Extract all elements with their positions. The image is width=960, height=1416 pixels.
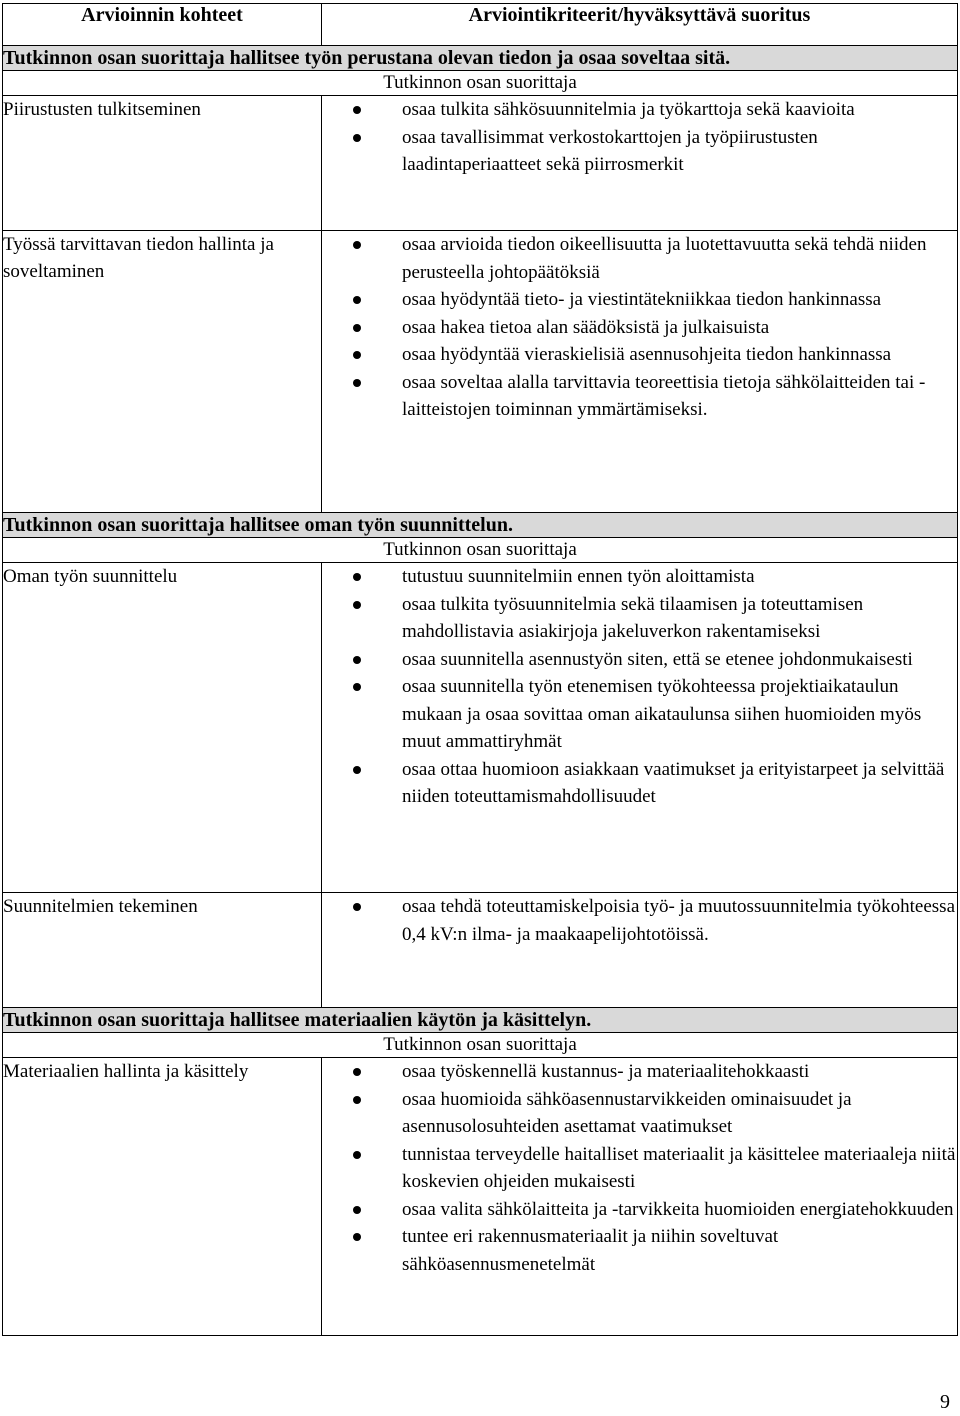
bullet-icon: [353, 1096, 361, 1104]
section-row: [3, 513, 958, 538]
criterion-text: tuntee eri rakennusmateriaalit ja niihin soveltuvat sähköasennusmenetelmät: [402, 1226, 779, 1275]
criteria-row: [3, 1058, 958, 1336]
bullet-icon: [353, 1151, 361, 1159]
criterion-item: [322, 1086, 957, 1141]
topic-cell: Materiaalien hallinta ja käsittely: [3, 1058, 322, 1336]
criterion-text: osaa ottaa huomioon asiakkaan vaatimukset ja erityistarpeet ja selvittää niiden toteuttamismahdollisuudet: [402, 758, 945, 807]
criterion-item: [322, 893, 957, 948]
criterion-item: [322, 563, 957, 591]
section-title: Tutkinnon osan suorittaja hallitsee materiaalien käytön ja käsittelyn.: [3, 1008, 958, 1033]
items-cell: [322, 96, 958, 231]
criterion-text: osaa tulkita sähkösuunnitelmia ja työkarttoja sekä kaavioita: [402, 99, 855, 120]
criterion-item: [322, 341, 957, 369]
items-cell: [322, 231, 958, 513]
criterion-text: osaa huomioida sähköasennustarvikkeiden ominaisuudet ja asennusolosuhteiden asettamat vaatimukset: [402, 1088, 852, 1137]
bullet-icon: [353, 656, 361, 664]
bullet-icon: [353, 106, 361, 114]
criterion-text: osaa tehdä toteuttamiskelpoisia työ- ja muutossuunnitelmia työkohteessa 0,4 kV:n ilma- ja maakaapelijohtotöissä.: [402, 896, 956, 945]
criterion-item: [322, 1058, 957, 1086]
criterion-item: [322, 1196, 957, 1224]
criterion-item: [322, 314, 957, 342]
criterion-item: [322, 286, 957, 314]
bullet-icon: [353, 241, 361, 249]
criterion-item: [322, 1223, 957, 1278]
column-header-criteria: Arviointikriteerit/hyväksyttävä suoritus: [322, 4, 958, 46]
bullet-icon: [353, 1233, 361, 1241]
criterion-text: osaa hyödyntää vieraskielisiä asennusohjeita tiedon hankinnassa: [402, 344, 892, 365]
criterion-text: osaa arvioida tiedon oikeellisuutta ja luotettavuutta sekä tehdä niiden perusteella johtopäätöksiä: [402, 234, 927, 283]
section-row: [3, 1008, 958, 1033]
column-header-targets: Arvioinnin kohteet: [3, 4, 322, 46]
criterion-text: tunnistaa terveydelle haitalliset materiaalit ja käsittelee materiaaleja niitä koskevien ohjeiden mukaisesti: [402, 1143, 956, 1192]
criterion-item: [322, 124, 957, 179]
criteria-table: [2, 3, 958, 1336]
criterion-text: osaa soveltaa alalla tarvittavia teoreettisia tietoja sähkölaitteiden tai -laitteistojen toiminnan ymmärtämiseksi.: [402, 371, 926, 420]
criterion-item: [322, 1141, 957, 1196]
bullet-icon: [353, 1068, 361, 1076]
subheader-row: [3, 538, 958, 563]
criterion-item: [322, 96, 957, 124]
criterion-text: osaa hakea tietoa alan säädöksistä ja julkaisuista: [402, 316, 770, 338]
criterion-text: osaa suunnitella työn etenemisen työkohteessa projektiaikataulun mukaan ja osaa sovittaa oman aikataulunsa siihen huomioiden myös muut ammattiryhmät: [402, 676, 922, 752]
section-row: [3, 46, 958, 71]
header-row: [3, 4, 958, 46]
topic-cell: Oman työn suunnittelu: [3, 563, 322, 893]
bullet-icon: [353, 379, 361, 387]
items-cell: [322, 1058, 958, 1336]
topic-cell: Työssä tarvittavan tiedon hallinta ja soveltaminen: [3, 231, 322, 513]
subheader-row: [3, 1033, 958, 1058]
criteria-row: [3, 893, 958, 1008]
criterion-item: [322, 673, 957, 756]
criteria-row: [3, 96, 958, 231]
criterion-text: osaa hyödyntää tieto- ja viestintätekniikkaa tiedon hankinnassa: [402, 289, 882, 310]
criterion-item: [322, 756, 957, 811]
section-subheader: Tutkinnon osan suorittaja: [3, 71, 958, 96]
criterion-text: osaa tavallisimmat verkostokarttojen ja työpiirustusten laadintaperiaatteet sekä piirrosmerkit: [402, 126, 818, 175]
criterion-item: [322, 369, 957, 424]
criterion-text: osaa työskennellä kustannus- ja materiaalitehokkaasti: [402, 1061, 810, 1082]
bullet-icon: [353, 601, 361, 609]
bullet-icon: [353, 683, 361, 691]
bullet-icon: [353, 903, 361, 911]
criterion-item: [322, 646, 957, 674]
section-title: Tutkinnon osan suorittaja hallitsee työn perustana olevan tiedon ja osaa soveltaa sitä.: [3, 46, 958, 71]
items-cell: [322, 893, 958, 1008]
section-subheader: Tutkinnon osan suorittaja: [3, 1033, 958, 1058]
criterion-text: osaa tulkita työsuunnitelmia sekä tilaamisen ja toteuttamisen mahdollistavia asiakirjoja jakeluverkon rakentamiseksi: [402, 593, 864, 642]
page-number: 9: [940, 1391, 950, 1413]
criterion-item: [322, 231, 957, 286]
section-title: Tutkinnon osan suorittaja hallitsee oman työn suunnittelun.: [3, 513, 958, 538]
section-subheader: Tutkinnon osan suorittaja: [3, 538, 958, 563]
bullet-icon: [353, 1206, 361, 1214]
criterion-text: tutustuu suunnitelmiin ennen työn aloittamista: [402, 566, 755, 587]
bullet-icon: [353, 573, 361, 581]
bullet-icon: [353, 766, 361, 774]
subheader-row: [3, 71, 958, 96]
criteria-row: [3, 231, 958, 513]
criterion-text: osaa suunnitella asennustyön siten, että se etenee johdonmukaisesti: [402, 648, 913, 670]
bullet-icon: [353, 351, 361, 359]
bullet-icon: [353, 134, 361, 142]
topic-cell: Piirustusten tulkitseminen: [3, 96, 322, 231]
topic-cell: Suunnitelmien tekeminen: [3, 893, 322, 1008]
criterion-item: [322, 591, 957, 646]
bullet-icon: [353, 296, 361, 304]
bullet-icon: [353, 324, 361, 332]
items-cell: [322, 563, 958, 893]
criteria-row: [3, 563, 958, 893]
criterion-text: osaa valita sähkölaitteita ja -tarvikkeita huomioiden energiatehokkuuden: [402, 1198, 954, 1220]
